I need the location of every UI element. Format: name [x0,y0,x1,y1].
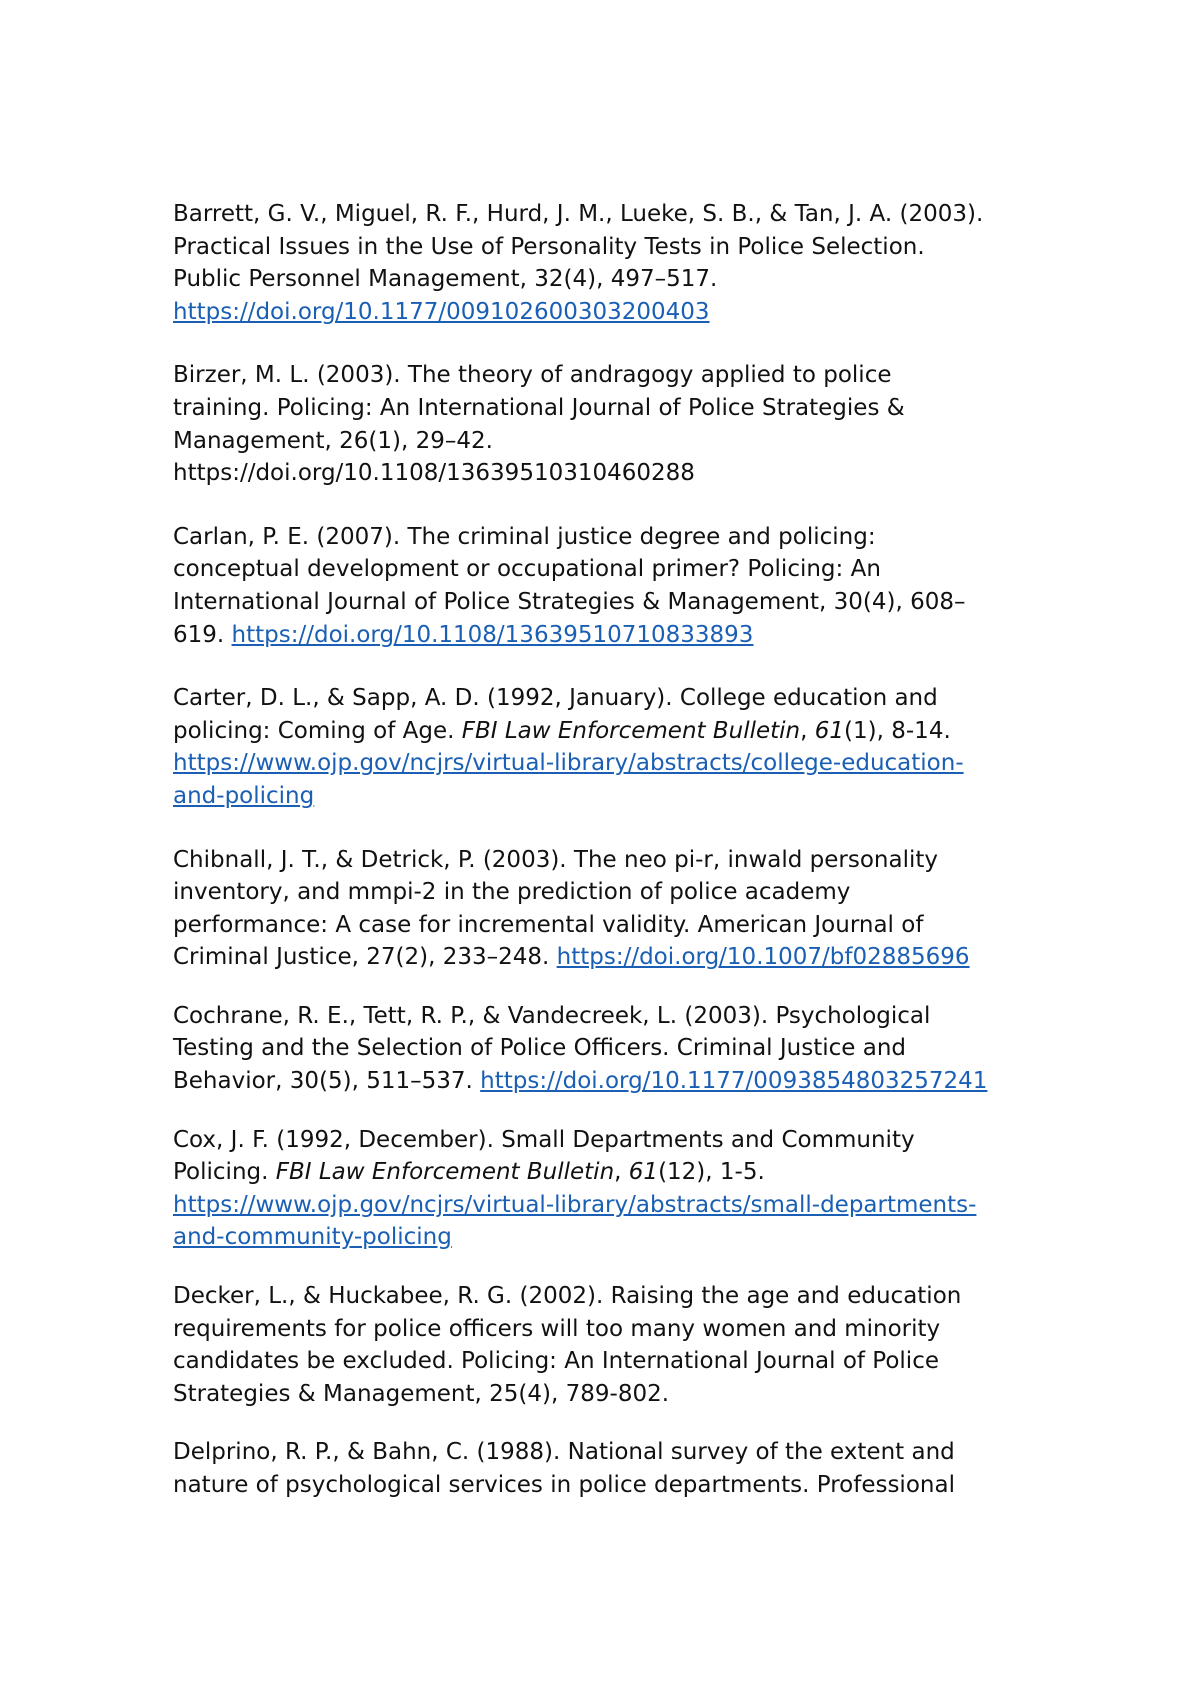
reference-text-line: Delprino, R. P., & Bahn, C. (1988). National survey of the extent and [173,1439,955,1466]
doi-link[interactable]: https://doi.org/10.1177/009102600303200403 [173,298,710,325]
issue-pages: (1), 8-14. [844,717,951,744]
reference-text-segment: Criminal Justice, 27(2), 233–248. [173,944,557,971]
reference-cox [173,1124,1053,1254]
reference-text-segment: Policing. [173,1159,276,1186]
url-link-part2[interactable]: and-policing [173,782,315,809]
reference-chibnall [173,844,1053,974]
doi-link[interactable]: https://doi.org/10.1177/0093854803257241 [480,1068,988,1095]
reference-text-line: Strategies & Management, 25(4), 789-802. [173,1380,670,1407]
reference-text-line: Public Personnel Management, 32(4), 497–517. [173,266,718,293]
doi-link[interactable]: https://doi.org/10.1007/bf02885696 [556,944,970,971]
reference-birzer [173,359,1053,489]
reference-text-line: training. Policing: An International Journal of Police Strategies & [173,394,905,421]
reference-text-line: Practical Issues in the Use of Personality Tests in Police Selection. [173,233,925,260]
doi-link[interactable]: https://doi.org/10.1108/13639510710833893 [231,621,754,648]
reference-carter [173,682,1053,812]
reference-text-line: Barrett, G. V., Miguel, R. F., Hurd, J. M., Lueke, S. B., & Tan, J. A. (2003). [173,201,984,227]
reference-text-line: Management, 26(1), 29–42. [173,427,493,454]
issue-pages: (12), 1-5. [658,1159,765,1186]
separator: , [614,1159,629,1186]
reference-text-line: nature of psychological services in police departments. Professional [173,1472,955,1498]
reference-text-line: Cox, J. F. (1992, December). Small Departments and Community [173,1126,915,1153]
journal-title: FBI Law Enforcement Bulletin [275,1159,615,1186]
reference-decker [173,1280,1053,1410]
reference-text-line: candidates be excluded. Policing: An International Journal of Police [173,1348,939,1375]
reference-text-line: conceptual development or occupational primer? Policing: An [173,556,881,583]
reference-text-line: Carter, D. L., & Sapp, A. D. (1992, January). College education and [173,685,938,712]
journal-volume: 61 [628,1159,659,1186]
url-link-part1[interactable]: https://www.ojp.gov/ncjrs/virtual-library/abstracts/college-education- [173,750,964,777]
journal-volume: 61 [814,717,845,744]
reference-text-line: requirements for police officers will too many women and minority [173,1315,941,1342]
reference-text-line: https://doi.org/10.1108/13639510310460288 [173,460,695,487]
reference-text-line: International Journal of Police Strategies & Management, 30(4), 608– [173,588,966,615]
reference-text-line: Birzer, M. L. (2003). The theory of andragogy applied to police [173,362,892,389]
reference-text-line: Decker, L., & Huckabee, R. G. (2002). Raising the age and education [173,1283,962,1310]
reference-carlan [173,521,1053,651]
reference-text-line: Testing and the Selection of Police Officers. Criminal Justice and [173,1035,907,1062]
url-link-part1[interactable]: https://www.ojp.gov/ncjrs/virtual-library/abstracts/small-departments- [173,1191,977,1218]
reference-text-segment: 619. [173,621,232,648]
reference-barrett [173,198,1053,328]
separator: , [800,717,815,744]
url-link-part2[interactable]: and-community-policing [173,1224,452,1251]
reference-text-line: Cochrane, R. E., Tett, R. P., & Vandecreek, L. (2003). Psychological [173,1002,931,1029]
reference-text-line: Chibnall, J. T., & Detrick, P. (2003). The neo pi-r, inwald personality [173,846,939,873]
reference-text-line: inventory, and mmpi-2 in the prediction of police academy [173,879,851,906]
reference-text-segment: Behavior, 30(5), 511–537. [173,1068,481,1095]
reference-delprino [173,1436,1053,1501]
reference-text-segment: policing: Coming of Age. [173,717,462,744]
reference-text-line: Carlan, P. E. (2007). The criminal justice degree and policing: [173,523,876,550]
reference-list [173,198,1053,1533]
reference-cochrane [173,1000,1053,1098]
journal-title: FBI Law Enforcement Bulletin [461,717,801,744]
reference-text-line: performance: A case for incremental validity. American Journal of [173,911,924,938]
